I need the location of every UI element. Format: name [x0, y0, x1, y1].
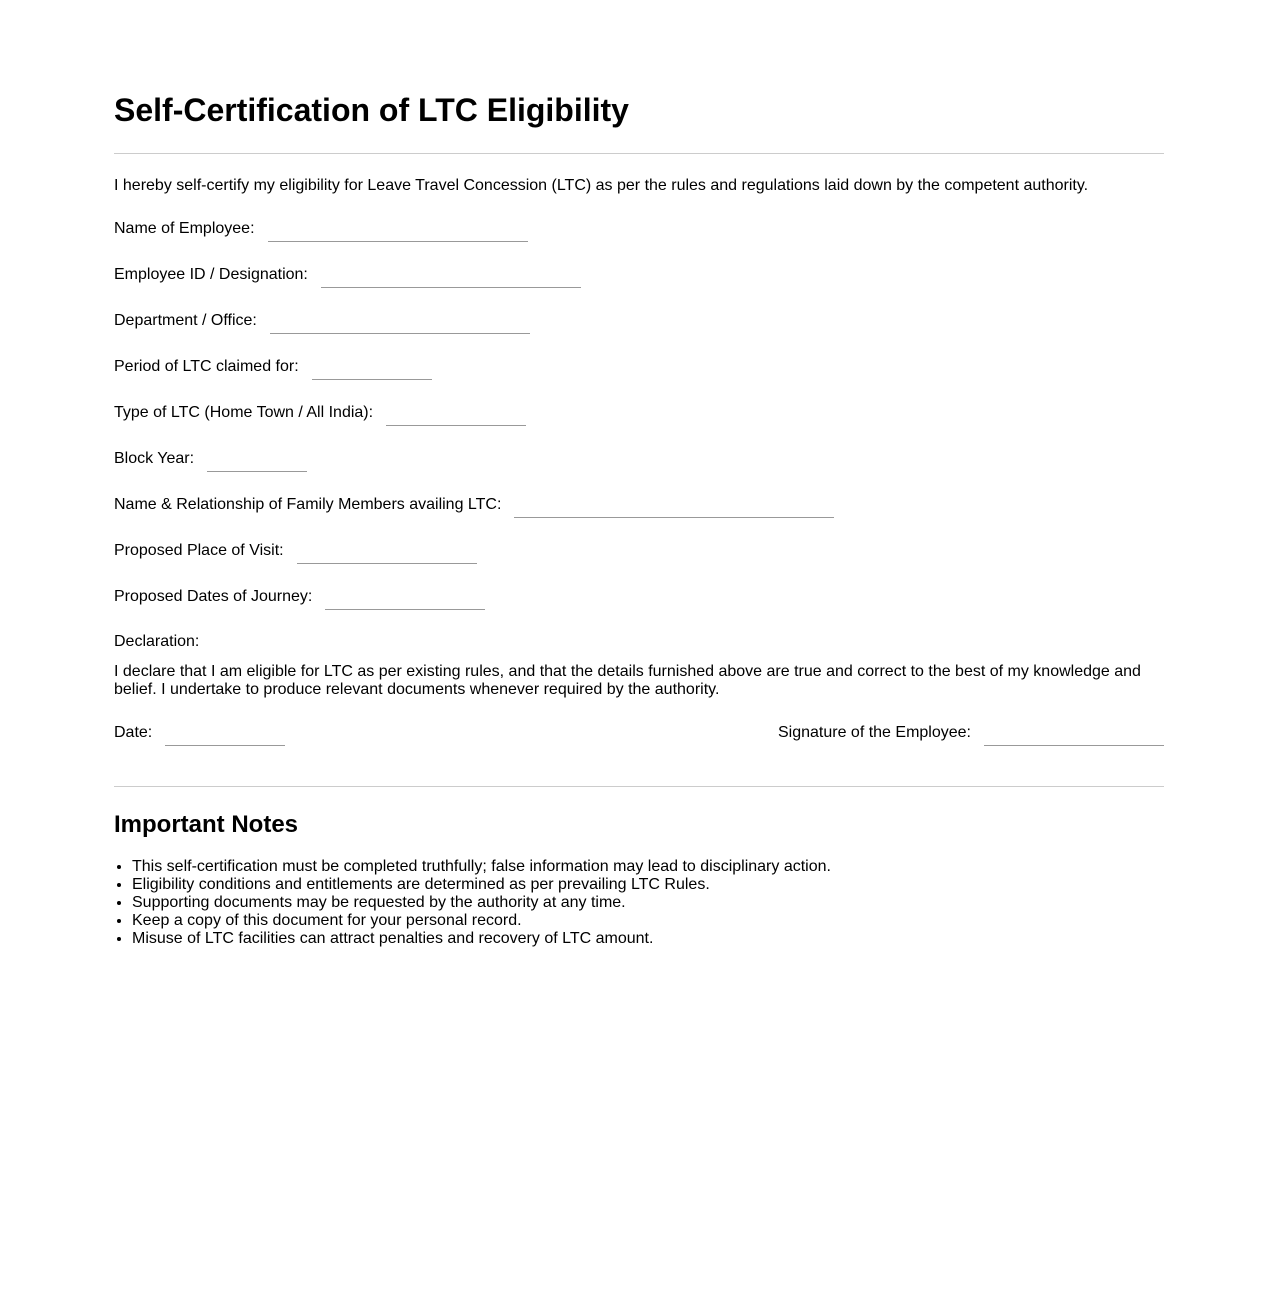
field-place-of-visit: [114, 540, 477, 564]
field-employee-id: [114, 264, 581, 288]
notes-title: Important Notes: [114, 811, 299, 838]
field-label: Employee ID / Designation:: [114, 266, 308, 283]
list-item: • Keep a copy of this document for your personal record.: [132, 912, 831, 930]
field-label: Name of Employee:: [114, 220, 255, 237]
place-of-visit-blank[interactable]: [297, 545, 477, 564]
period-blank[interactable]: [312, 361, 432, 380]
field-signature: [778, 722, 1164, 746]
field-department: [114, 310, 530, 334]
field-label: Name & Relationship of Family Members availing LTC:: [114, 496, 502, 513]
date-blank[interactable]: [165, 727, 285, 746]
field-block-year: [114, 448, 307, 472]
field-dates-of-journey: [114, 586, 485, 610]
field-period: [114, 356, 432, 380]
name-of-employee-blank[interactable]: [268, 223, 528, 242]
list-item: • This self-certification must be completed truthfully; false information may lead to disciplinary action.: [132, 858, 831, 876]
type-of-ltc-blank[interactable]: [386, 407, 526, 426]
declaration-text: I declare that I am eligible for LTC as per existing rules, and that the details furnished above are true and correct to the best of my knowledge and belief. I undertake to produce relevant documents whenever required by the authority.: [114, 663, 1141, 698]
field-label: Proposed Dates of Journey:: [114, 588, 313, 605]
field-date: [114, 722, 285, 746]
declaration-label: Declaration:: [114, 633, 200, 650]
family-members-blank[interactable]: [514, 499, 834, 518]
block-year-blank[interactable]: [207, 453, 307, 472]
notes-list: [114, 858, 831, 948]
list-item: • Misuse of LTC facilities can attract penalties and recovery of LTC amount.: [132, 930, 831, 948]
signature-blank[interactable]: [984, 727, 1164, 746]
list-item: • Supporting documents may be requested by the authority at any time.: [132, 894, 831, 912]
section-divider: [114, 786, 1164, 787]
field-label: Period of LTC claimed for:: [114, 358, 299, 375]
field-label: Block Year:: [114, 450, 195, 467]
field-name-of-employee: [114, 218, 528, 242]
field-label: Signature of the Employee:: [777, 724, 971, 741]
field-label: Proposed Place of Visit:: [114, 542, 284, 559]
field-label: Date:: [114, 724, 153, 741]
dates-of-journey-blank[interactable]: [325, 591, 485, 610]
list-item: • Eligibility conditions and entitlements are determined as per prevailing LTC Rules.: [132, 876, 831, 894]
intro-text: I hereby self-certify my eligibility for Leave Travel Concession (LTC) as per the rules and regulations laid down by the competent authority.: [114, 177, 1089, 194]
field-type-of-ltc: [114, 402, 526, 426]
department-blank[interactable]: [270, 315, 530, 334]
employee-id-blank[interactable]: [321, 269, 581, 288]
field-label: Type of LTC (Home Town / All India):: [114, 404, 374, 421]
field-label: Department / Office:: [114, 312, 257, 329]
field-family-members: [114, 494, 834, 518]
page-title: Self-Certification of LTC Eligibility: [114, 92, 629, 128]
title-divider: [114, 153, 1164, 154]
